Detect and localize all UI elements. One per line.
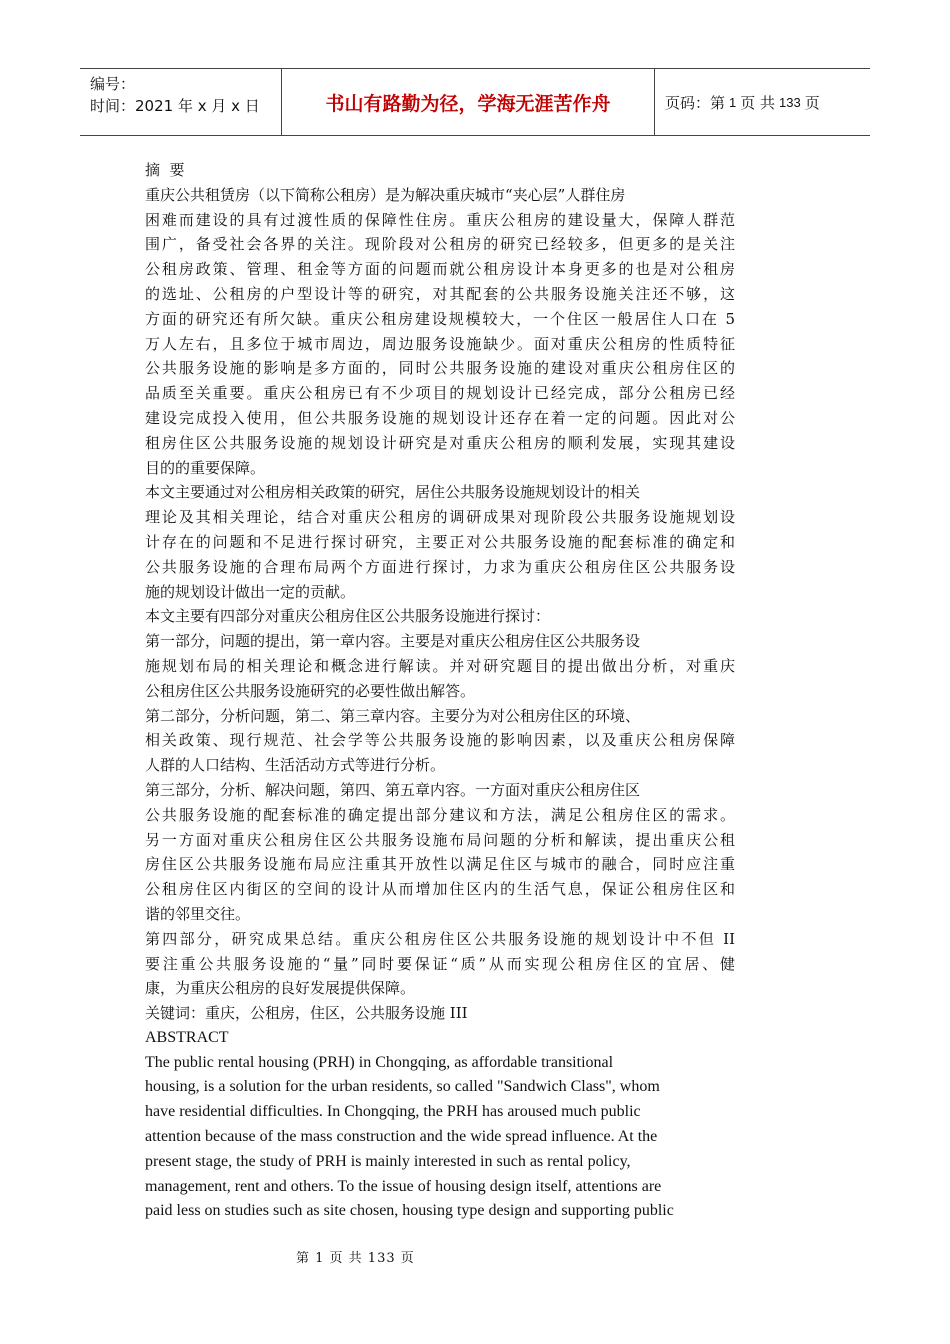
- body-line: The public rental housing (PRH) in Chongqing, as affordable transitional: [145, 1053, 614, 1071]
- body-line: 围广，备受社会各界的关注。现阶段对公租房的研究已经较多，但更多的是关注: [145, 235, 735, 254]
- body-line: 公租房住区内街区的空间的设计从而增加住区内的生活气息，保证公租房住区和: [145, 880, 735, 899]
- body-line: 理论及其相关理论，结合对重庆公租房的调研成果对现阶段公共服务设施规划设: [145, 508, 735, 527]
- body-line: 谐的邻里交往。: [145, 904, 251, 923]
- page-mid: 页 共: [740, 93, 776, 112]
- body-line: paid less on studies such as site chosen, housing type design and supporting public: [145, 1202, 674, 1220]
- header-meta: [80, 69, 282, 135]
- body-line: ABSTRACT: [145, 1028, 229, 1046]
- document-id-label: 编号：: [90, 75, 136, 93]
- body-line: present stage, the study of PRH is mainly interested in such as rental policy,: [145, 1152, 631, 1170]
- body-line: 相关政策、现行规范、社会学等公共服务设施的影响因素，以及重庆公租房保障: [145, 731, 735, 750]
- document-body: [145, 158, 735, 1224]
- body-line: 本文主要通过对公租房相关政策的研究，居住公共服务设施规划设计的相关: [145, 483, 641, 502]
- body-line: 建设完成投入使用，但公共服务设施的规划设计还存在着一定的问题。因此对公: [145, 408, 735, 427]
- page-prefix: 页码：第: [665, 93, 726, 112]
- body-line: 计存在的问题和不足进行探讨研究，主要正对公共服务设施的配套标准的确定和: [145, 532, 735, 551]
- body-line: 康，为重庆公租房的良好发展提供保障。: [145, 979, 416, 998]
- body-line: 摘 要: [145, 161, 185, 179]
- body-line: 公共服务设施的配套标准的确定提出部分建议和方法，满足公租房住区的需求。: [145, 805, 735, 824]
- page-current: 1: [729, 94, 737, 110]
- body-line: 第三部分，分析、解决问题，第四、第五章内容。一方面对重庆公租房住区: [145, 780, 641, 799]
- body-line: management, rent and others. To the issue of housing design itself, attentions are: [145, 1177, 662, 1195]
- page-footer: 第 1 页 共 133 页: [296, 1251, 415, 1266]
- body-line: housing, is a solution for the urban residents, so called "Sandwich Class", whom: [145, 1078, 660, 1096]
- body-line: 第二部分，分析问题，第二、第三章内容。主要分为对公租房住区的环境、: [145, 706, 641, 725]
- body-line: 另一方面对重庆公租房住区公共服务设施布局问题的分析和解读，提出重庆公租: [145, 830, 735, 849]
- body-line: 本文主要有四部分对重庆公租房住区公共服务设施进行探讨：: [145, 607, 551, 626]
- body-line: 施规划布局的相关理论和概念进行解读。并对研究题目的提出做出分析，对重庆: [145, 656, 735, 675]
- document-date: 时间：2021 年 x 月 x 日: [90, 97, 260, 115]
- body-line: 房住区公共服务设施布局应注重其开放性以满足住区与城市的融合，同时应注重: [145, 855, 735, 874]
- body-line: 人群的人口结构、生活活动方式等进行分析。: [145, 756, 446, 775]
- body-line: 第一部分，问题的提出，第一章内容。主要是对重庆公租房住区公共服务设: [145, 632, 641, 651]
- body-line: 要注重公共服务设施的“量”同时要保证“质”从而实现公租房住区的宜居、健: [145, 954, 735, 973]
- header-page-info: [655, 69, 870, 135]
- page-total: 133: [779, 94, 801, 110]
- body-line: 的选址、公租房的户型设计等的研究，对其配套的公共服务设施关注还不够，这: [145, 284, 735, 303]
- body-line: 公共服务设施的影响是多方面的，同时公共服务设施的建设对重庆公租房住区的: [145, 359, 735, 378]
- page-suffix: 页: [804, 93, 820, 112]
- body-line: 方面的研究还有所欠缺。重庆公租房建设规模较大，一个住区一般居住人口在 5: [145, 309, 735, 328]
- body-line: 重庆公共租赁房（以下简称公租房）是为解决重庆城市“夹心层”人群住房: [145, 185, 626, 204]
- body-line: 施的规划设计做出一定的贡献。: [145, 582, 356, 601]
- body-line: 公共服务设施的合理布局两个方面进行探讨，力求为重庆公租房住区公共服务设: [145, 557, 735, 576]
- body-line: 目的的重要保障。: [145, 458, 266, 477]
- body-line: have residential difficulties. In Chongqing, the PRH has aroused much public: [145, 1103, 641, 1121]
- body-line: 公租房住区公共服务设施研究的必要性做出解答。: [145, 681, 476, 700]
- body-line: 第四部分，研究成果总结。重庆公租房住区公共服务设施的规划设计中不但 II: [145, 929, 735, 948]
- body-line: 品质至关重要。重庆公租房已有不少项目的规划设计已经完成，部分公租房已经: [145, 384, 735, 403]
- body-line: 租房住区公共服务设施的规划设计研究是对重庆公租房的顺利发展，实现其建设: [145, 433, 735, 452]
- page-header: [80, 68, 870, 136]
- body-line: 关键词：重庆，公租房，住区，公共服务设施 III: [145, 1004, 468, 1023]
- body-line: attention because of the mass construction and the wide spread influence. At the: [145, 1128, 658, 1146]
- header-motto: 书山有路勤为径，学海无涯苦作舟: [282, 69, 655, 135]
- body-line: 困难而建设的具有过渡性质的保障性住房。重庆公租房的建设量大，保障人群范: [145, 210, 735, 229]
- body-line: 万人左右，且多位于城市周边，周边服务设施缺少。面对重庆公租房的性质特征: [145, 334, 735, 353]
- body-line: 公租房政策、管理、租金等方面的问题而就公租房设计本身更多的也是对公租房: [145, 260, 735, 279]
